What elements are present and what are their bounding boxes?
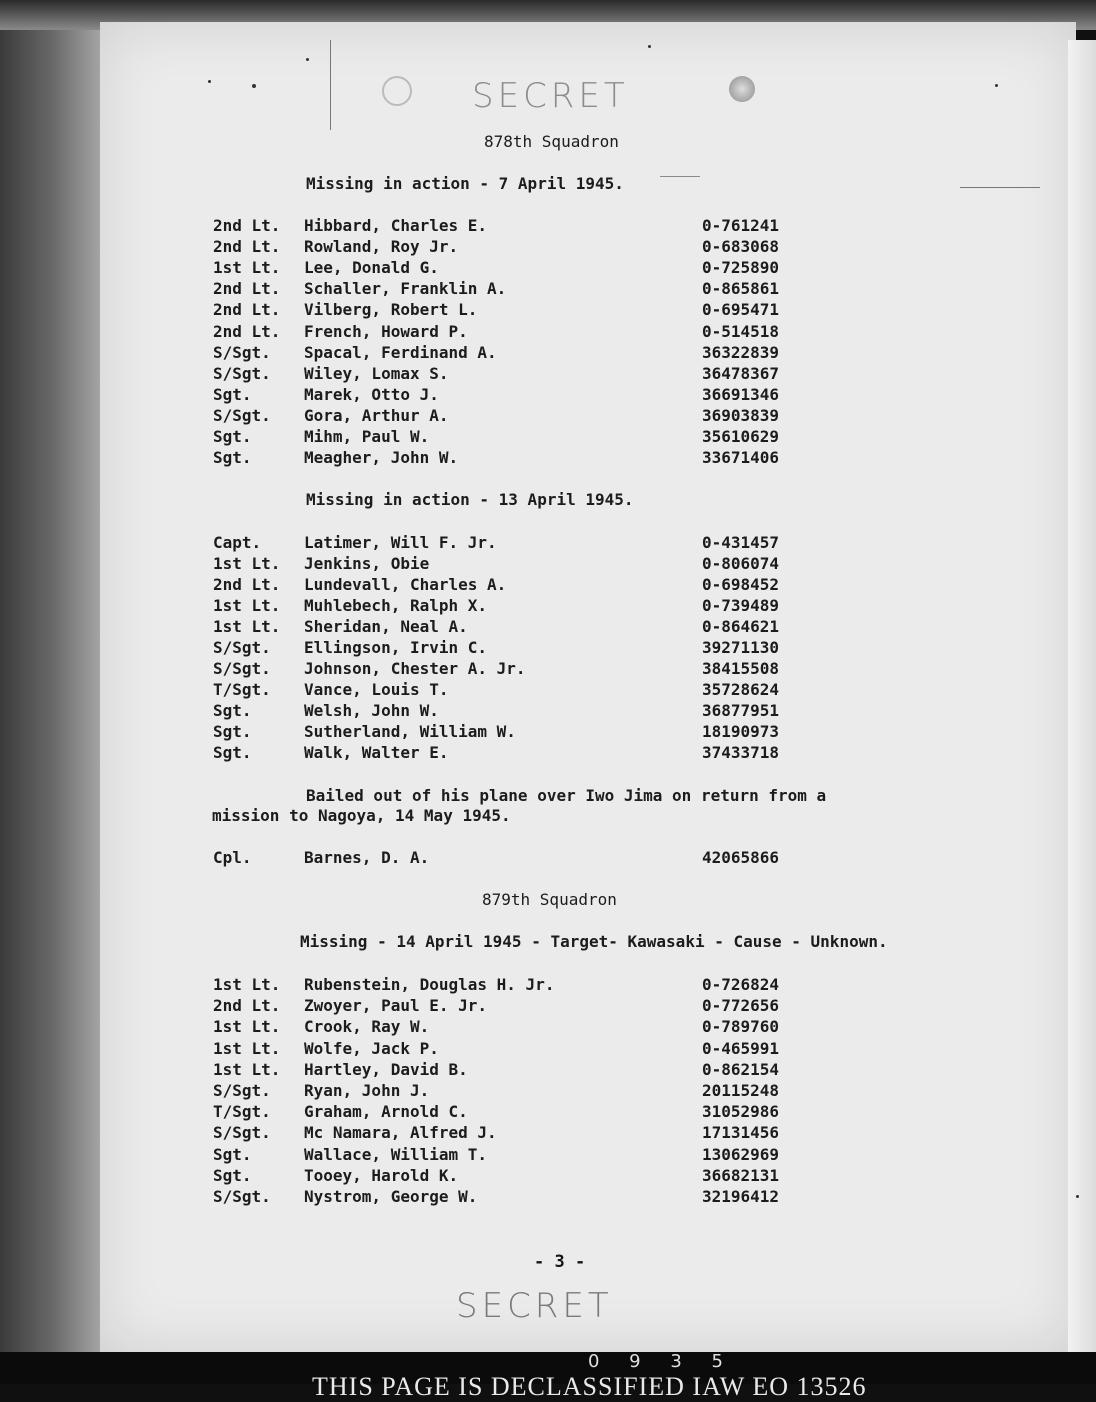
rank-cell: 2nd Lt. <box>213 237 281 257</box>
name-cell: Wallace, William T. <box>304 1144 488 1164</box>
rank-cell: 1st Lt. <box>213 596 281 615</box>
serial-number-cell: 0-772656 <box>702 996 780 1016</box>
name-cell: Zwoyer, Paul E. Jr. <box>304 996 488 1016</box>
speck <box>648 45 651 48</box>
serial-number-cell: 35610629 <box>702 427 780 446</box>
squadron-title-878: 878th Squadron <box>484 132 619 151</box>
name-cell: Mihm, Paul W. <box>304 427 430 446</box>
rank-cell: 1st Lt. <box>213 1017 281 1037</box>
rank-cell: Sgt. <box>213 448 252 468</box>
serial-number-cell: 36478367 <box>702 363 780 383</box>
rank-cell: Sgt. <box>213 722 252 741</box>
name-cell: Muhlebech, Ralph X. <box>304 596 488 615</box>
serial-number-cell: 0-862154 <box>702 1059 780 1079</box>
name-cell: Lundevall, Charles A. <box>304 575 507 594</box>
name-cell: Sheridan, Neal A. <box>304 617 468 636</box>
serial-number-cell: 36322839 <box>702 342 780 362</box>
rank-cell: 2nd Lt. <box>213 279 281 299</box>
serial-number-cell: 0-725890 <box>702 258 780 278</box>
section-heading-mia-7-april: Missing in action - 7 April 1945. <box>306 174 624 193</box>
rank-cell: S/Sgt. <box>213 1123 271 1143</box>
rank-cell: S/Sgt. <box>213 659 271 678</box>
punch-hole-left <box>382 76 412 106</box>
rank-cell: 2nd Lt. <box>213 321 281 341</box>
name-cell: Latimer, Will F. Jr. <box>304 533 497 552</box>
name-cell: Nystrom, George W. <box>304 1187 478 1206</box>
footer-classification-stamp: SECRET <box>456 1286 613 1326</box>
serial-number-cell: 18190973 <box>702 722 780 741</box>
serial-number-cell: 0-431457 <box>702 533 780 552</box>
rank-cell: Sgt. <box>213 743 252 762</box>
edge-line <box>960 187 1040 188</box>
serial-number-cell: 38415508 <box>702 659 780 678</box>
speck <box>208 80 211 83</box>
rank-cell: 2nd Lt. <box>213 300 281 320</box>
name-cell: Walk, Walter E. <box>304 743 449 762</box>
serial-number-cell: 0-865861 <box>702 279 780 299</box>
name-cell: Ellingson, Irvin C. <box>304 638 488 657</box>
rank-cell: 1st Lt. <box>213 1059 281 1079</box>
rank-cell: 1st Lt. <box>213 617 281 636</box>
serial-number-cell: 37433718 <box>702 743 780 762</box>
name-cell: Hibbard, Charles E. <box>304 216 488 235</box>
serial-stamp: 0 9 3 5 <box>588 1351 735 1372</box>
serial-number-cell: 0-739489 <box>702 596 780 615</box>
name-cell: Graham, Arnold C. <box>304 1102 468 1122</box>
rank-cell: Sgt. <box>213 427 252 446</box>
serial-number-cell: 0-465991 <box>702 1038 780 1058</box>
serial-number-cell: 32196412 <box>702 1187 780 1206</box>
scan-right-edge <box>1068 40 1096 1352</box>
rank-cell: Capt. <box>213 533 262 552</box>
rank-cell: Sgt. <box>213 701 252 720</box>
serial-number-cell: 0-683068 <box>702 237 780 257</box>
rank-cell: 1st Lt. <box>213 975 281 994</box>
rank-cell: S/Sgt. <box>213 1187 271 1206</box>
serial-number-cell: 33671406 <box>702 448 780 468</box>
serial-number-cell: 0-864621 <box>702 617 780 636</box>
bailed-paragraph-line-1: Bailed out of his plane over Iwo Jima on return from a <box>306 786 827 805</box>
name-cell: Wolfe, Jack P. <box>304 1038 439 1058</box>
squadron-title-879: 879th Squadron <box>482 890 617 909</box>
serial-number-cell: 36877951 <box>702 701 780 720</box>
name-cell: Marek, Otto J. <box>304 384 439 404</box>
serial-number-cell: 0-761241 <box>702 216 780 235</box>
name-cell: Crook, Ray W. <box>304 1017 430 1037</box>
rank-cell: 1st Lt. <box>213 1038 281 1058</box>
bailed-paragraph-line-2: mission to Nagoya, 14 May 1945. <box>212 806 511 825</box>
name-cell: Lee, Donald G. <box>304 258 439 278</box>
speck <box>1076 1195 1079 1198</box>
rank-cell: T/Sgt. <box>213 1102 271 1122</box>
serial-number-cell: 20115248 <box>702 1081 780 1100</box>
serial-number-cell: 0-726824 <box>702 975 780 994</box>
name-cell: Meagher, John W. <box>304 448 459 468</box>
name-cell: Wiley, Lomax S. <box>304 363 449 383</box>
name-cell: Vilberg, Robert L. <box>304 300 478 320</box>
name-cell: Hartley, David B. <box>304 1059 468 1079</box>
speck <box>306 58 309 61</box>
name-cell: French, Howard P. <box>304 321 468 341</box>
name-cell: Welsh, John W. <box>304 701 439 720</box>
rank-cell: T/Sgt. <box>213 680 271 699</box>
rank-cell: Cpl. <box>213 848 252 867</box>
rank-cell: 1st Lt. <box>213 554 281 573</box>
serial-number-cell: 36903839 <box>702 405 780 425</box>
name-cell: Gora, Arthur A. <box>304 405 449 425</box>
name-cell: Schaller, Franklin A. <box>304 279 507 299</box>
declassification-banner: THIS PAGE IS DECLASSIFIED IAW EO 13526 <box>312 1372 867 1401</box>
name-cell: Vance, Louis T. <box>304 680 449 699</box>
name-cell: Spacal, Ferdinand A. <box>304 342 497 362</box>
serial-number-cell: 36682131 <box>702 1165 780 1185</box>
rank-cell: S/Sgt. <box>213 405 271 425</box>
serial-number-cell: 36691346 <box>702 384 780 404</box>
serial-number-cell: 42065866 <box>702 848 780 867</box>
rank-cell: 2nd Lt. <box>213 996 281 1016</box>
rank-cell: Sgt. <box>213 384 252 404</box>
serial-number-cell: 39271130 <box>702 638 780 657</box>
name-cell: Tooey, Harold K. <box>304 1165 459 1185</box>
serial-number-cell: 0-806074 <box>702 554 780 573</box>
rank-cell: S/Sgt. <box>213 1081 271 1100</box>
rank-cell: S/Sgt. <box>213 363 271 383</box>
name-cell: Sutherland, William W. <box>304 722 516 741</box>
speck <box>252 84 256 88</box>
serial-number-cell: 31052986 <box>702 1102 780 1122</box>
name-cell: Rowland, Roy Jr. <box>304 237 459 257</box>
section-heading-mia-13-april: Missing in action - 13 April 1945. <box>306 490 634 509</box>
header-classification-stamp: SECRET <box>472 76 629 116</box>
serial-number-cell: 35728624 <box>702 680 780 699</box>
serial-number-cell: 0-698452 <box>702 575 780 594</box>
rank-cell: Sgt. <box>213 1144 252 1164</box>
rank-cell: 2nd Lt. <box>213 575 281 594</box>
punch-hole-right <box>729 76 755 102</box>
serial-number-cell: 0-789760 <box>702 1017 780 1037</box>
serial-number-cell: 17131456 <box>702 1123 780 1143</box>
rank-cell: 1st Lt. <box>213 258 281 278</box>
serial-number-cell: 0-514518 <box>702 321 780 341</box>
rank-cell: S/Sgt. <box>213 342 271 362</box>
margin-mark <box>330 40 331 130</box>
name-cell: Mc Namara, Alfred J. <box>304 1123 497 1143</box>
rank-cell: Sgt. <box>213 1165 252 1185</box>
name-cell: Rubenstein, Douglas H. Jr. <box>304 975 555 994</box>
name-cell: Johnson, Chester A. Jr. <box>304 659 526 678</box>
page-number: - 3 - <box>534 1252 586 1272</box>
heading-underline <box>660 176 700 177</box>
speck <box>995 84 998 87</box>
serial-number-cell: 0-695471 <box>702 300 780 320</box>
name-cell: Jenkins, Obie <box>304 554 430 573</box>
name-cell: Ryan, John J. <box>304 1081 430 1100</box>
serial-number-cell: 13062969 <box>702 1144 780 1164</box>
name-cell: Barnes, D. A. <box>304 848 430 867</box>
rank-cell: 2nd Lt. <box>213 216 281 235</box>
section-heading-missing-14-april: Missing - 14 April 1945 - Target- Kawasaki - Cause - Unknown. <box>300 932 888 951</box>
rank-cell: S/Sgt. <box>213 638 271 657</box>
